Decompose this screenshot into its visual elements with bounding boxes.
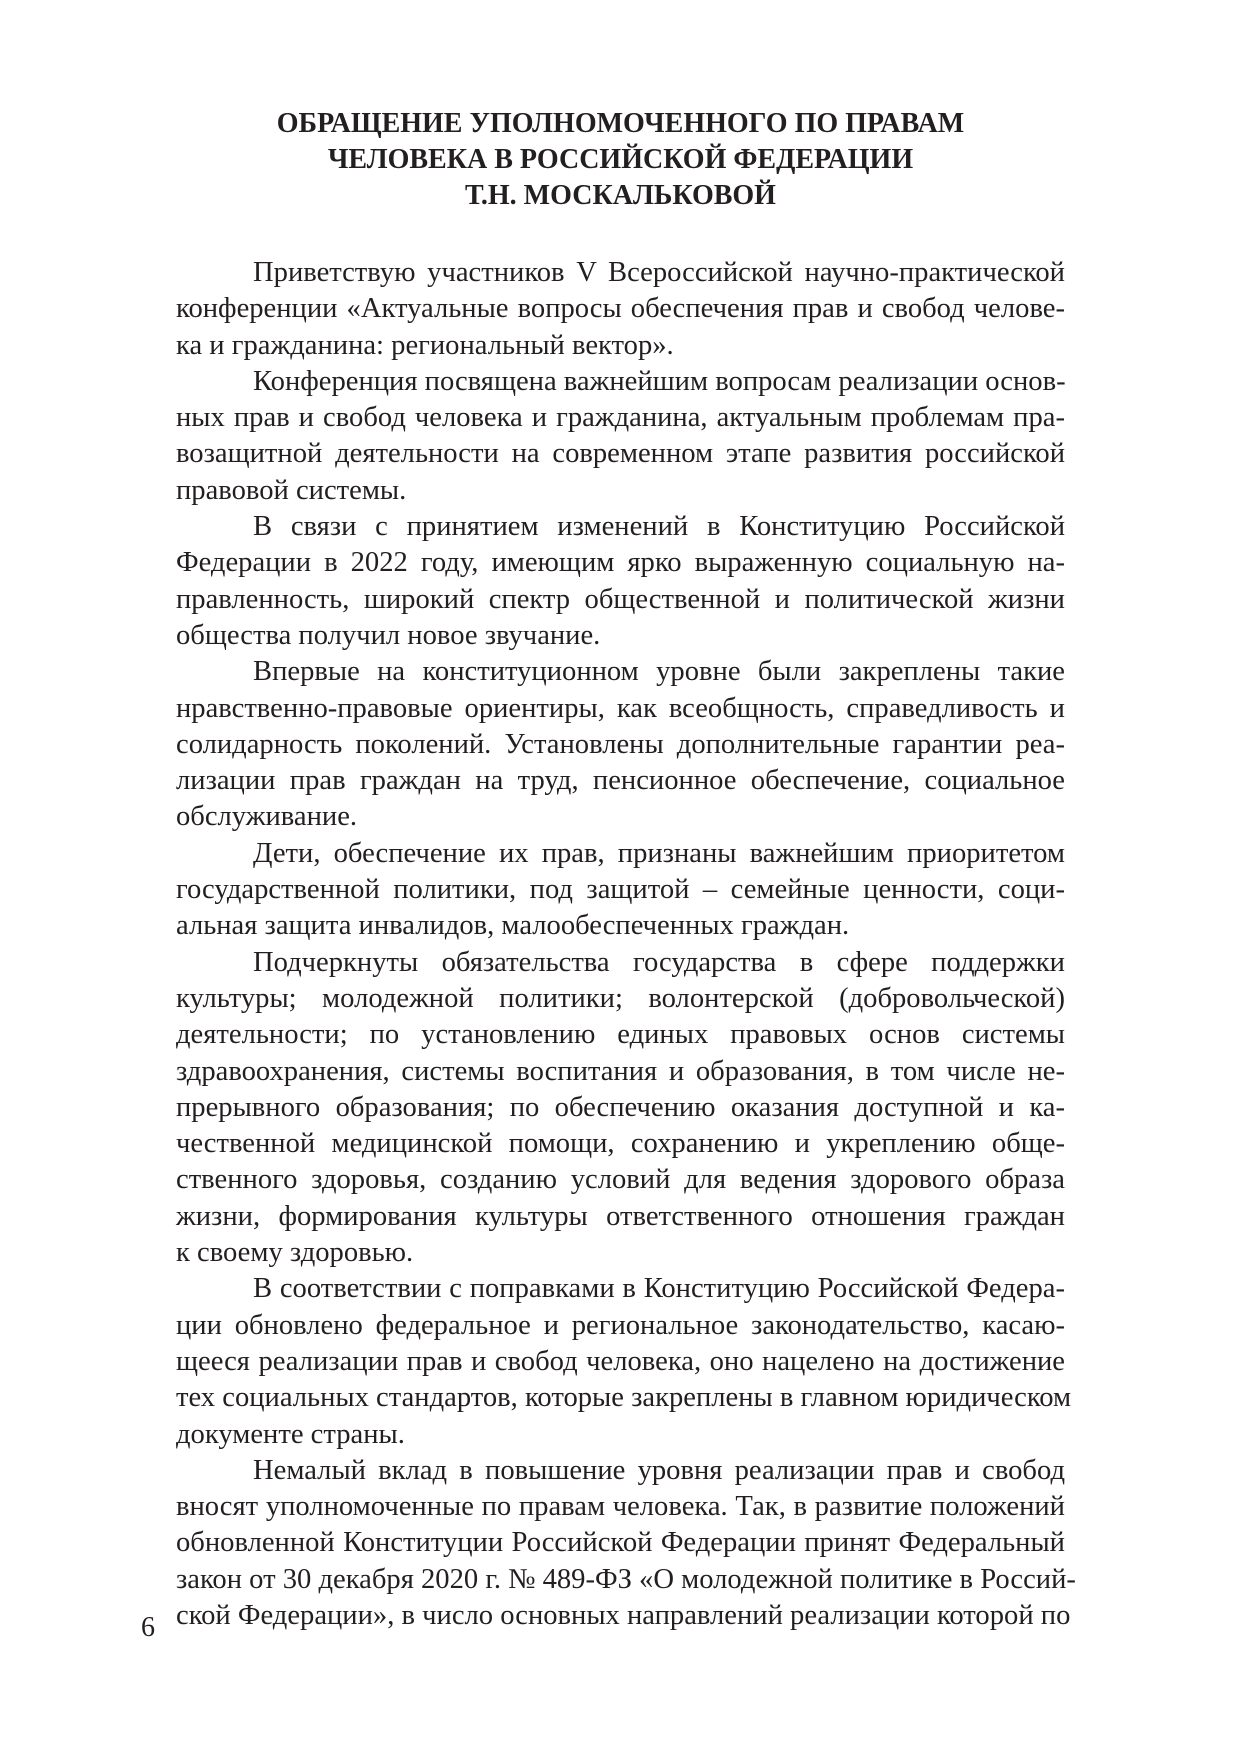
document-body (176, 255, 1076, 1634)
paragraph-line: жизни, формирования культуры ответственного отношения граждан (176, 1200, 1065, 1232)
paragraph-line: прерывного образования; по обеспечению оказания доступной и ка- (176, 1091, 1065, 1123)
paragraph-line: ных прав и свобод человека и гражданина, актуальным проблемам пра- (176, 402, 1065, 434)
title-line: Т.Н. МОСКАЛЬКОВОЙ (465, 180, 776, 211)
paragraph-line: общества получил новое звучание. (176, 619, 601, 651)
paragraph-line: ции обновлено федеральное и региональное законодательство, касаю- (176, 1309, 1065, 1341)
paragraph-line: нравственно-правовые ориентиры, как всеобщность, справедливость и (176, 692, 1065, 724)
title-line: ОБРАЩЕНИЕ УПОЛНОМОЧЕННОГО ПО ПРАВАМ (276, 108, 965, 139)
paragraph-line: Федерации в 2022 году, имеющим ярко выраженную социальную на- (176, 547, 1065, 579)
paragraph-line: деятельности; по установлению единых правовых основ системы (176, 1019, 1065, 1051)
paragraph-line: государственной политики, под защитой – семейные ценности, соци- (176, 874, 1065, 906)
paragraph-line: правленность, широкий спектр общественной и политической жизни (176, 583, 1065, 615)
paragraph-line: культуры; молодежной политики; волонтерской (добровольческой) (176, 982, 1065, 1014)
paragraph-line: вносят уполномоченные по правам человека. Так, в развитие положений (176, 1491, 1065, 1523)
paragraph-line: ка и гражданина: региональный вектор». (176, 329, 674, 361)
page-number: 6 (141, 1612, 155, 1643)
paragraph-line: солидарность поколений. Установлены дополнительные гарантии реа- (176, 728, 1065, 760)
paragraph-line: правовой системы. (176, 474, 407, 506)
paragraph-line: ской Федерации», в число основных направлений реализации которой по (176, 1599, 1071, 1631)
paragraph (176, 945, 1065, 1272)
paragraph-line: щееся реализации прав и свобод человека, оно нацелено на достижение (176, 1345, 1065, 1377)
paragraph (176, 1453, 1076, 1634)
paragraph (176, 509, 1065, 654)
paragraph-line: тех социальных стандартов, которые закреплены в главном юридическом (176, 1382, 1072, 1414)
paragraph (176, 836, 1065, 945)
paragraph-line: к своему здоровью. (176, 1237, 414, 1269)
paragraph-line: Немалый вклад в повышение уровня реализации прав и свобод (253, 1454, 1065, 1486)
paragraph-line: закон от 30 декабря 2020 г. № 489-ФЗ «О молодежной политике в Россий- (176, 1563, 1076, 1595)
document-title (176, 106, 1065, 214)
paragraph-line: документе страны. (176, 1418, 405, 1450)
paragraph-line: В соответствии с поправками в Конституцию Российской Федера- (253, 1273, 1065, 1305)
paragraph-line: здравоохранения, системы воспитания и образования, в том числе не- (176, 1055, 1065, 1087)
paragraph-line: лизации прав граждан на труд, пенсионное обеспечение, социальное (176, 765, 1065, 797)
paragraph (176, 255, 1065, 364)
paragraph-line: обслуживание. (176, 801, 358, 833)
paragraph-line: Дети, обеспечение их прав, признаны важнейшим приоритетом (253, 837, 1065, 869)
paragraph-line: ственного здоровья, созданию условий для ведения здорового образа (176, 1164, 1065, 1196)
paragraph-line: Конференция посвящена важнейшим вопросам реализации основ- (253, 365, 1066, 397)
paragraph-line: альная защита инвалидов, малообеспеченных граждан. (176, 910, 850, 942)
paragraph (176, 654, 1065, 835)
paragraph-line: Подчеркнуты обязательства государства в сфере поддержки (253, 946, 1065, 978)
paragraph-line: чественной медицинской помощи, сохранению и укреплению обще- (176, 1128, 1065, 1160)
paragraph (176, 364, 1065, 509)
paragraph-line: Впервые на конституционном уровне были закреплены такие (253, 656, 1065, 688)
paragraph-line: Приветствую участников V Всероссийской научно-практической (253, 257, 1065, 288)
paragraph (176, 1271, 1072, 1452)
paragraph-line: обновленной Конституции Российской Федерации принят Федеральный (176, 1527, 1065, 1559)
paragraph-line: конференции «Актуальные вопросы обеспечения прав и свобод челове- (176, 293, 1065, 325)
paragraph-line: В связи с принятием изменений в Конституцию Российской (253, 511, 1065, 543)
paragraph-line: возащитной деятельности на современном этапе развития российской (176, 438, 1065, 470)
title-line: ЧЕЛОВЕКА В РОССИЙСКОЙ ФЕДЕРАЦИИ (327, 144, 914, 175)
